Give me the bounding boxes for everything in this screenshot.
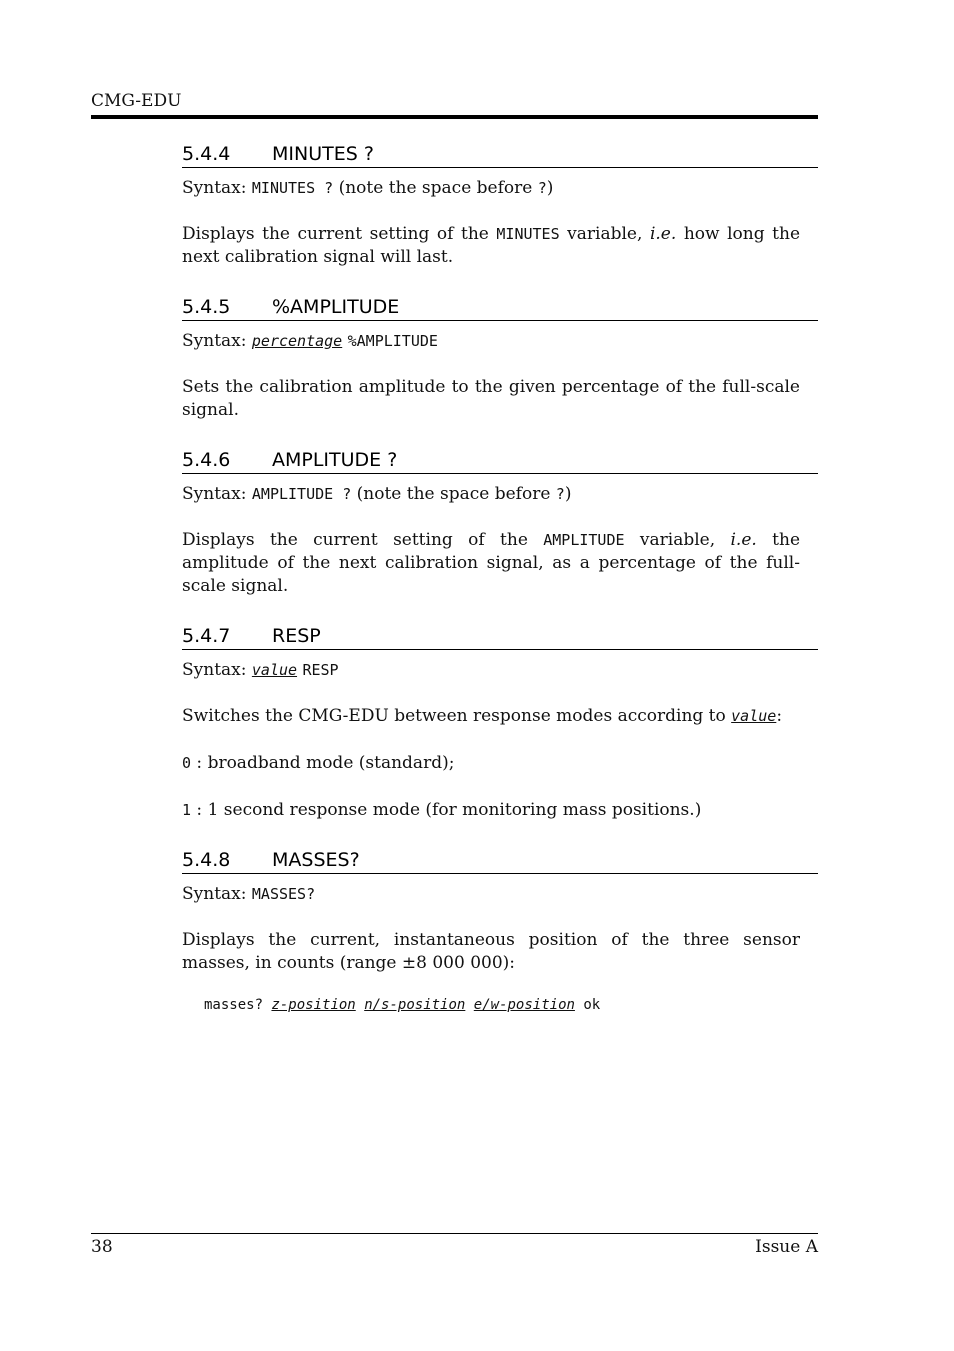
syntax-line <box>182 330 800 353</box>
desc-text: : <box>776 706 783 726</box>
code-parameter: e/w-position <box>473 997 575 1013</box>
section-title: AMPLITUDE ? <box>272 449 398 471</box>
code-parameter: n/s-position <box>364 997 466 1013</box>
syntax-label: Syntax: <box>182 178 247 198</box>
section-title: MINUTES ? <box>272 143 374 165</box>
section-heading <box>182 293 818 321</box>
desc-text: how long the next calibration signal will last. <box>182 224 801 267</box>
syntax-note-end: ) <box>546 178 554 198</box>
desc-text: variable, <box>559 224 650 244</box>
syntax-command: AMPLITUDE ? <box>251 485 352 503</box>
option-item <box>182 799 800 822</box>
section-number: 5.4.6 <box>182 449 231 471</box>
desc-text: variable, <box>624 530 731 550</box>
section-5-4-4 <box>182 140 818 269</box>
section-title: MASSES? <box>272 849 360 871</box>
syntax-parameter: value <box>251 661 298 679</box>
section-description: Displays the current, instantaneous position of the three sensor masses, in counts (range ±8 000 000): <box>182 930 800 973</box>
syntax-command: %AMPLITUDE <box>347 332 438 350</box>
section-heading <box>182 622 818 650</box>
header-rule <box>91 115 818 119</box>
syntax-command: MINUTES ? <box>251 179 334 197</box>
desc-text: Displays the current setting of the <box>182 224 497 244</box>
syntax-note: (note the space before <box>351 484 556 504</box>
section-description: Sets the calibration amplitude to the given percentage of the full-scale signal. <box>182 377 800 420</box>
syntax-line <box>182 883 800 906</box>
section-description <box>182 705 800 728</box>
desc-text: Switches the CMG-EDU between response modes according to <box>182 706 732 726</box>
section-heading <box>182 140 818 168</box>
syntax-label: Syntax: <box>182 484 247 504</box>
section-5-4-7 <box>182 622 818 822</box>
section-5-4-8 <box>182 846 818 1015</box>
section-5-4-5 <box>182 293 818 422</box>
desc-ie: i.e. <box>649 224 677 244</box>
syntax-command: MASSES? <box>251 885 316 903</box>
code-parameter: z-position <box>271 997 356 1013</box>
code-response: ok <box>583 997 601 1013</box>
code-command: masses? <box>204 997 264 1013</box>
section-number: 5.4.8 <box>182 849 231 871</box>
syntax-label: Syntax: <box>182 660 247 680</box>
syntax-label: Syntax: <box>182 331 247 351</box>
issue-label: Issue A <box>755 1237 818 1257</box>
footer-rule <box>91 1233 818 1234</box>
option-text: : broadband mode (standard); <box>191 753 455 773</box>
option-text: : 1 second response mode (for monitoring mass positions.) <box>191 800 702 820</box>
option-code: 1 <box>182 801 192 819</box>
desc-variable: MINUTES <box>496 225 560 243</box>
section-number: 5.4.4 <box>182 143 231 165</box>
section-title: RESP <box>272 625 321 647</box>
syntax-label: Syntax: <box>182 884 247 904</box>
syntax-parameter: percentage <box>251 332 343 350</box>
section-description <box>182 223 800 269</box>
syntax-note: (note the space before <box>333 178 538 198</box>
section-5-4-6 <box>182 446 818 598</box>
desc-text: the amplitude of the next calibration signal, as a percentage of the full-scale signal. <box>182 530 801 596</box>
option-code: 0 <box>182 754 192 772</box>
syntax-line <box>182 659 800 682</box>
desc-variable: AMPLITUDE <box>543 531 625 549</box>
option-item <box>182 752 800 775</box>
desc-ie: i.e. <box>730 530 757 550</box>
section-heading <box>182 846 818 874</box>
syntax-note-code: ? <box>555 485 565 503</box>
syntax-note-code: ? <box>537 179 547 197</box>
section-number: 5.4.7 <box>182 625 231 647</box>
running-header: CMG-EDU <box>91 91 182 111</box>
section-description <box>182 529 800 598</box>
code-example <box>204 995 818 1015</box>
syntax-line <box>182 177 800 200</box>
desc-text: Displays the current setting of the <box>182 530 544 550</box>
syntax-note-end: ) <box>564 484 572 504</box>
page-content <box>182 140 818 1015</box>
section-number: 5.4.5 <box>182 296 231 318</box>
page-number: 38 <box>91 1237 113 1257</box>
section-heading <box>182 446 818 474</box>
desc-parameter: value <box>731 707 777 725</box>
section-title: %AMPLITUDE <box>272 296 400 318</box>
syntax-command: RESP <box>302 661 339 679</box>
syntax-line <box>182 483 800 506</box>
